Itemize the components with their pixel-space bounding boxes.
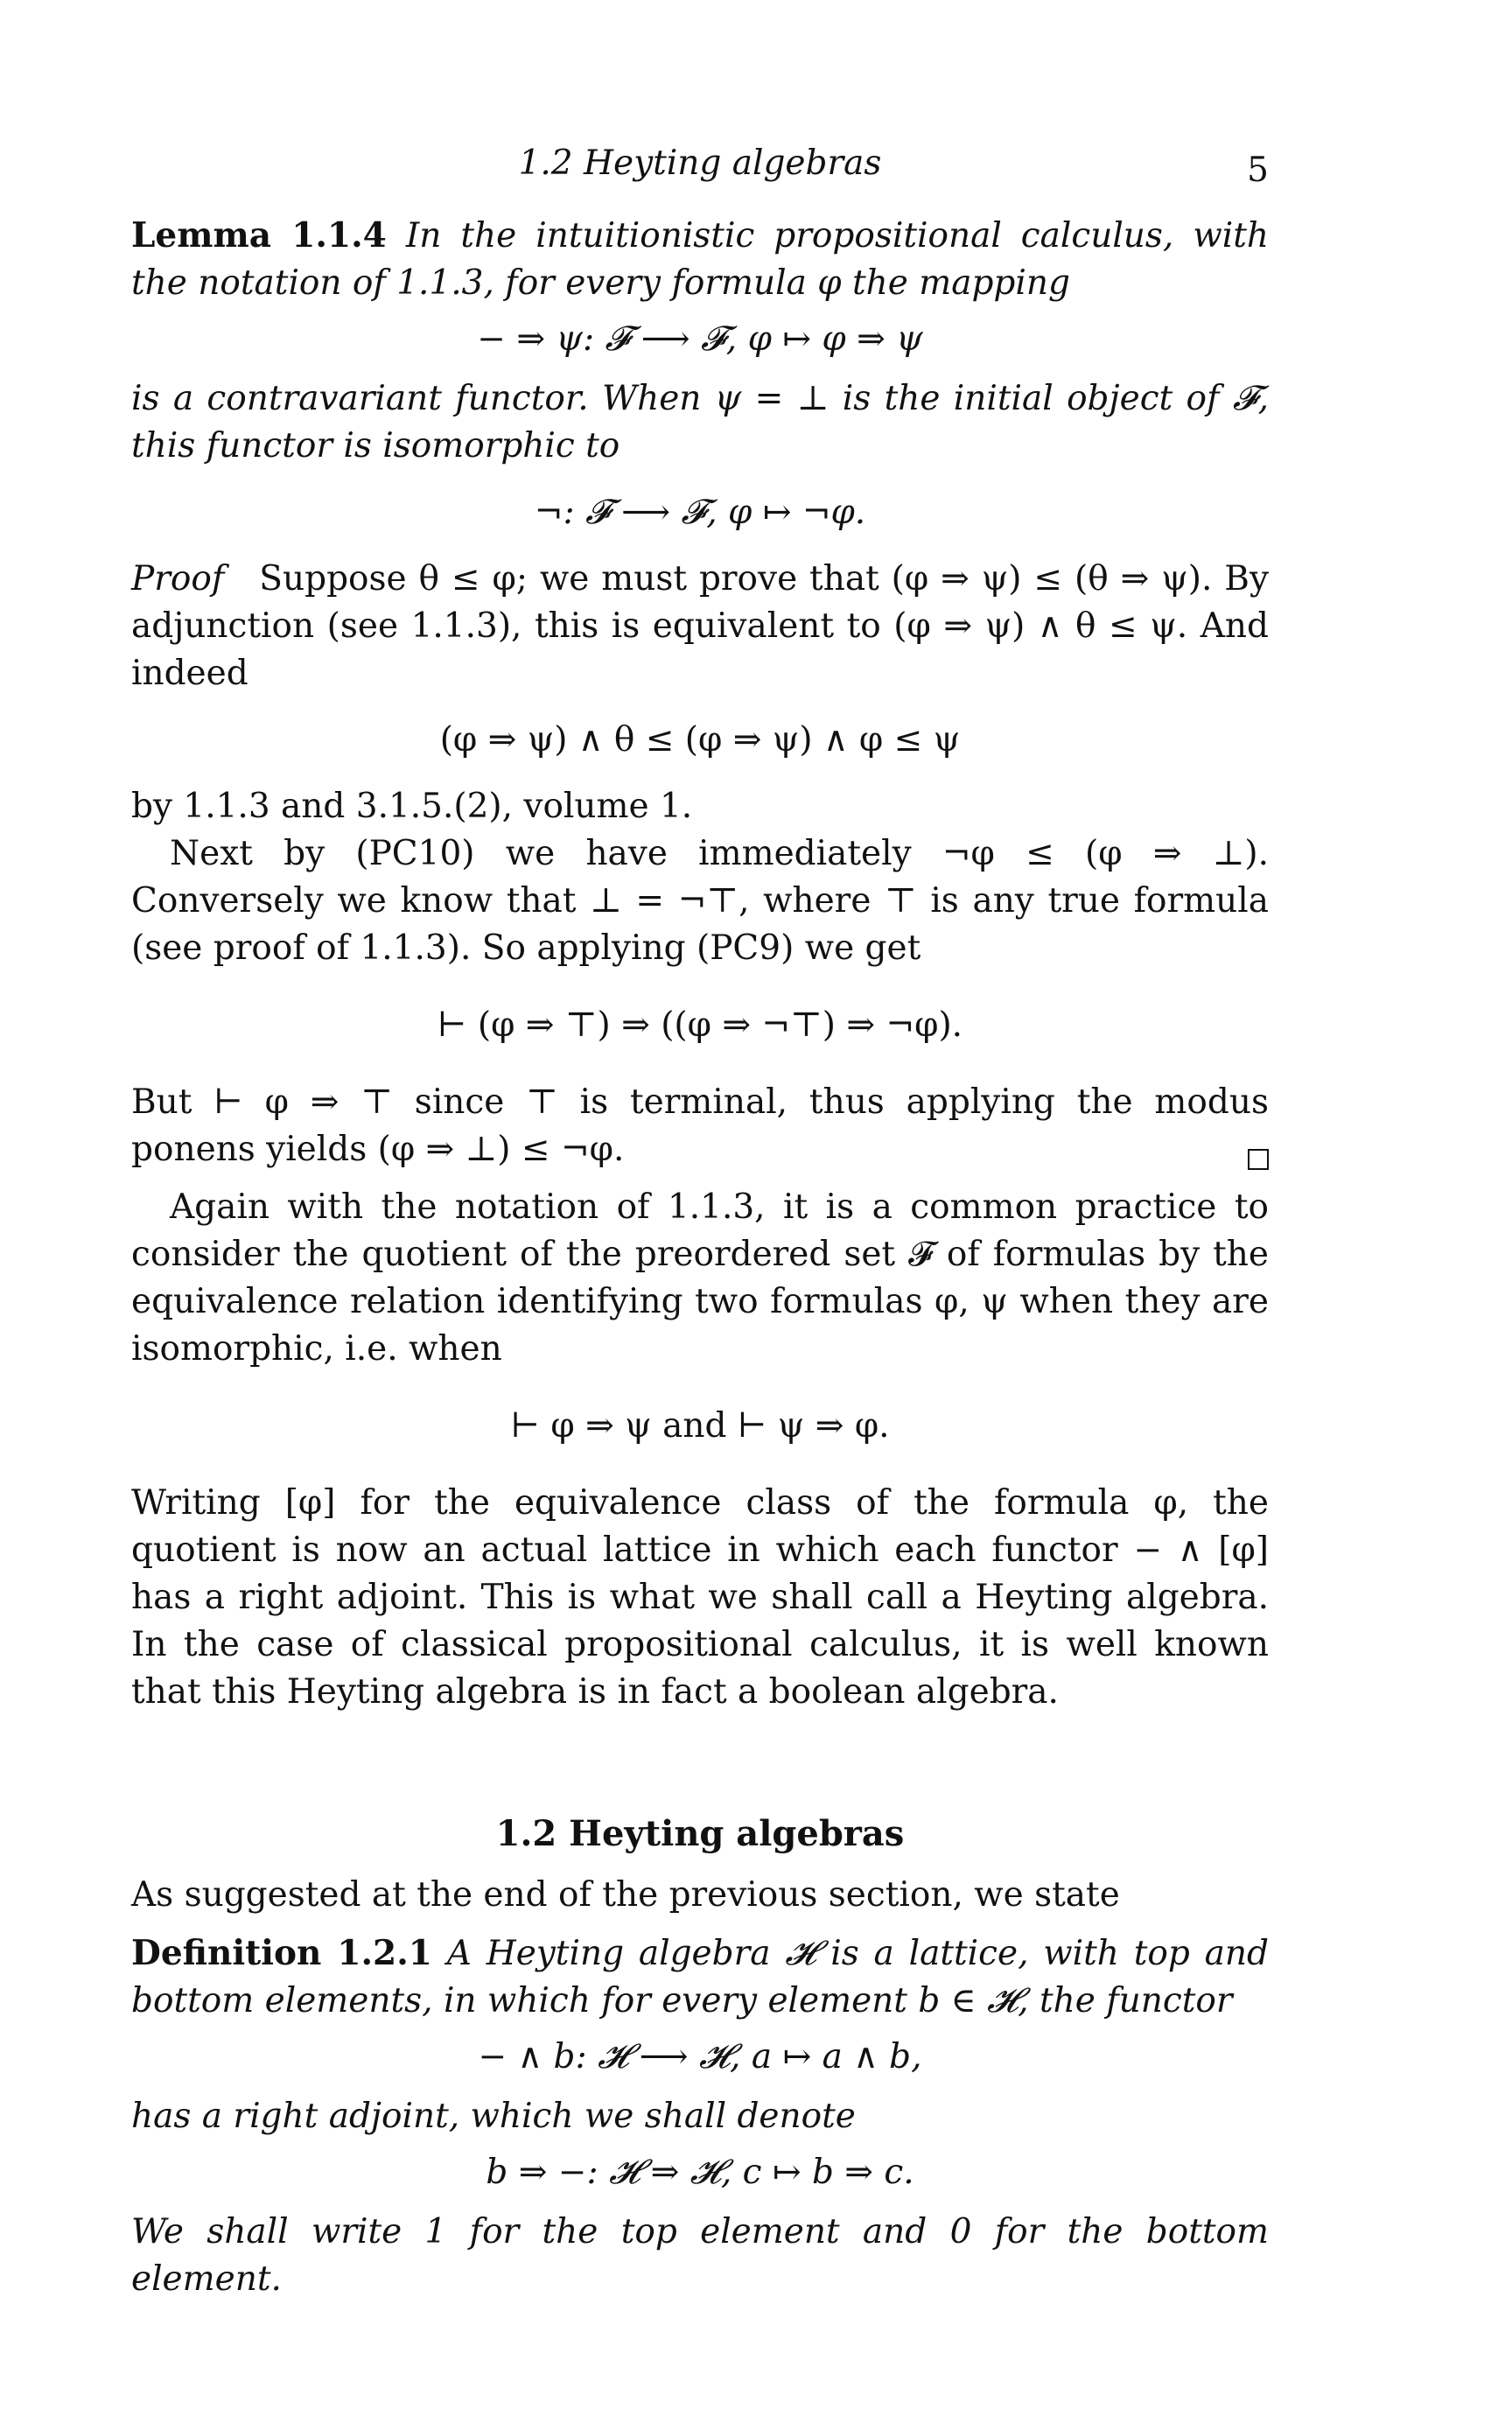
lemma-display-1: − ⇒ ψ: 𝓕 ⟶ 𝓕, φ ↦ φ ⇒ ψ <box>477 319 923 359</box>
definition-label: Definition 1.2.1 <box>131 1933 432 1973</box>
definition-text-1: A Heyting algebra 𝓗 is a lattice, with top and bottom elements, in which for every element b ∈ 𝓗, the functor <box>131 1934 1269 2020</box>
lemma-text-1: In the intuitionistic propositional calculus, with the notation of 1.1.3, for every formula φ the mapping <box>131 216 1269 303</box>
proof-paragraph-1 <box>131 556 1269 697</box>
proof-display-2: ⊢ (φ ⇒ ⊤) ⇒ ((φ ⇒ ¬⊤) ⇒ ¬φ). <box>437 1005 963 1045</box>
definition-block <box>131 1929 1269 2303</box>
lemma-block <box>131 212 1269 536</box>
remark-block <box>131 1184 1269 1716</box>
lemma-text-2: is a contravariant functor. When ψ = ⊥ is the initial object of 𝓕, this functor is isomorphic to <box>131 379 1269 466</box>
proof-label: Proof <box>131 559 225 599</box>
definition-statement <box>131 1929 1269 2025</box>
definition-text-2: has a right adjoint, which we shall denote <box>131 2097 856 2136</box>
remark-text-1: Again with the notation of 1.1.3, it is a common practice to consider the quotient of the preordered set 𝓕 of formulas by the equivalence relation identifying two formulas φ, ψ when they are isomorphic, i.e. when <box>131 1187 1269 1369</box>
proof-text-4: But ⊢ φ ⇒ ⊤ since ⊤ is terminal, thus applying the modus ponens yields (φ ⇒ ⊥) ≤ ¬φ. <box>131 1082 1269 1169</box>
proof-text-1: Suppose θ ≤ φ; we must prove that (φ ⇒ ψ) ≤ (θ ⇒ ψ). By adjunction (see 1.1.3), this is equivalent to (φ ⇒ ψ) ∧ θ ≤ ψ. And indeed <box>131 559 1270 693</box>
proof-text-2: by 1.1.3 and 3.1.5.(2), volume 1. <box>131 787 693 826</box>
book-page <box>131 140 1269 2303</box>
definition-display-1: − ∧ b: 𝓗 ⟶ 𝓗, a ↦ a ∧ b, <box>478 2037 922 2076</box>
proof-conclusion <box>131 1079 1269 1173</box>
definition-display-2: b ⇒ −: 𝓗 ⇒ 𝓗, c ↦ b ⇒ c. <box>486 2153 914 2192</box>
definition-text-3: We shall write 1 for the top element and 0 for the bottom element. <box>131 2212 1269 2299</box>
lemma-label: Lemma 1.1.4 <box>131 215 387 256</box>
running-head <box>131 140 1269 193</box>
lemma-display-2: ¬: 𝓕 ⟶ 𝓕, φ ↦ ¬φ. <box>534 493 866 532</box>
page-number: 5 <box>1247 151 1269 190</box>
running-head-title: 1.2 Heyting algebras <box>518 144 882 183</box>
proof-block <box>131 556 1269 1173</box>
remark-text-2: Writing [φ] for the equivalence class of the formula φ, the quotient is now an actual lattice in which each functor − ∧ [φ] has a right adjoint. This is what we shall call a Heyting algebra. In the case of classical propositional calculus, it is well known that this Heyting algebra is in fact a boolean algebra. <box>131 1483 1269 1712</box>
section-intro: As suggested at the end of the previous section, we state <box>131 1875 1120 1915</box>
proof-text-3: Next by (PC10) we have immediately ¬φ ≤ (φ ⇒ ⊥). Conversely we know that ⊥ = ¬⊤, where ⊤ is any true formula (see proof of 1.1.3). So applying (PC9) we get <box>131 834 1269 968</box>
proof-display-1: (φ ⇒ ψ) ∧ θ ≤ (φ ⇒ ψ) ∧ φ ≤ ψ <box>439 720 961 760</box>
qed-square-icon <box>1248 1149 1269 1170</box>
remark-display: ⊢ φ ⇒ ψ and ⊢ ψ ⇒ φ. <box>510 1406 890 1446</box>
lemma-statement <box>131 212 1269 307</box>
section-heading: 1.2 Heyting algebras <box>495 1813 905 1854</box>
